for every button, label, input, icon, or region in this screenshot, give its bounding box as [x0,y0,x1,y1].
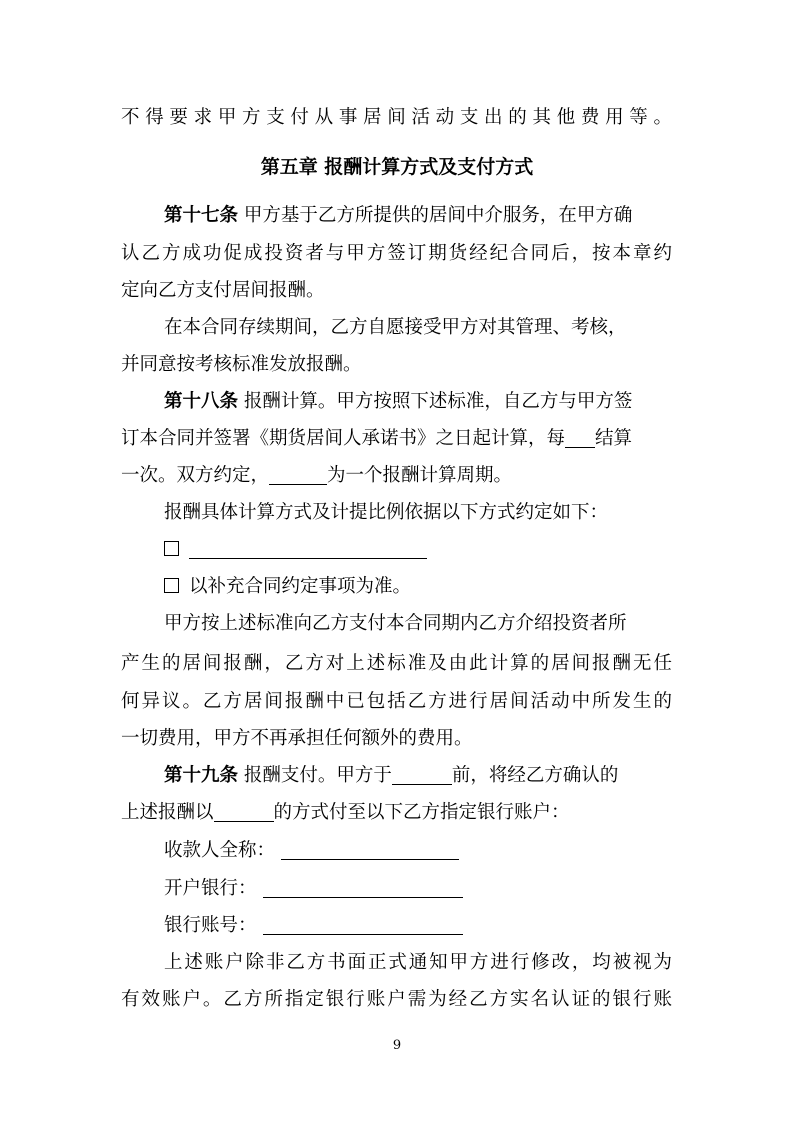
text-line: 报酬具体计算方式及计提比例依据以下方式约定如下： [164,502,609,523]
chapter-title: 第五章 报酬计算方式及支付方式 [260,156,534,178]
article-17-heading: 第十七条 [164,205,239,226]
article-19-heading: 第十九条 [164,765,239,786]
bank-blank [263,873,463,898]
payee-blank [281,835,459,860]
option-2-line [164,568,794,606]
blank-field [269,460,327,485]
account-label: 银行账号： [164,915,257,936]
option-text: 以补充合同约定事项为准。 [189,576,412,597]
text-segment: 上述报酬以 [121,802,214,823]
checkbox-icon [164,578,179,593]
account-blank [263,910,463,935]
text-segment: 前，将经乙方确认的 [451,765,619,786]
bank-line [164,870,794,908]
blank-field [214,797,274,822]
text-line: 并同意按考核标准发放报酬。 [121,354,362,375]
text-segment: 报酬计算。甲方按照下述标准，自乙方与甲方签 [243,391,633,412]
text-line: 在本合同存续期间，乙方自愿接受甲方对其管理、考核， [164,317,627,338]
text-line: 认乙方成功促成投资者与甲方签订期货经纪合同后，按本章约 [121,243,672,264]
text-line: 何异议。乙方居间报酬中已包括乙方进行居间活动中所发生的 [121,691,672,712]
text-line: 一切费用，甲方不再承担任何额外的费用。 [121,728,473,749]
article-19-line [164,757,794,795]
text-segment: 一次。双方约定， [121,465,270,486]
bank-label: 开户银行： [164,878,257,899]
text-line: 产生的居间报酬，乙方对上述标准及由此计算的居间报酬无任 [121,653,672,674]
payee-label: 收款人全称： [164,840,276,861]
blank-field [392,760,452,785]
article-18-heading: 第十八条 [164,391,239,412]
text-line: 上述账户除非乙方书面正式通知甲方进行修改，均被视为 [164,952,672,973]
page-number: 9 [392,1038,402,1053]
text-line: 定向乙方支付居间报酬。 [121,280,325,301]
blank-field [565,423,595,448]
text-segment: 订本合同并签署《期货居间人承诺书》之日起计算，每 [121,428,566,449]
text-segment: 结算 [595,428,633,449]
text-segment: 报酬支付。甲方于 [243,765,392,786]
article-18-line [164,383,794,421]
text-segment: 甲方基于乙方所提供的居间中介服务，在甲方确 [243,205,633,226]
account-line [164,907,794,945]
option-1-line [164,531,794,569]
blank-field [189,534,427,559]
text-segment: 的方式付至以下乙方指定银行账户： [273,802,570,823]
text-segment: 为一个报酬计算周期。 [327,465,513,486]
text-line [121,420,794,458]
text-line [121,457,794,495]
text-line: 不得要求甲方支付从事居间活动支出的其他费用等。 [121,107,672,128]
payee-line [164,832,794,870]
text-line: 甲方按上述标准向乙方支付本合同期内乙方介绍投资者所 [164,613,627,634]
article-17-line [164,197,794,235]
text-line: 有效账户。乙方所指定银行账户需为经乙方实名认证的银行账 [121,989,672,1010]
checkbox-icon [164,541,179,556]
text-line [121,794,794,832]
